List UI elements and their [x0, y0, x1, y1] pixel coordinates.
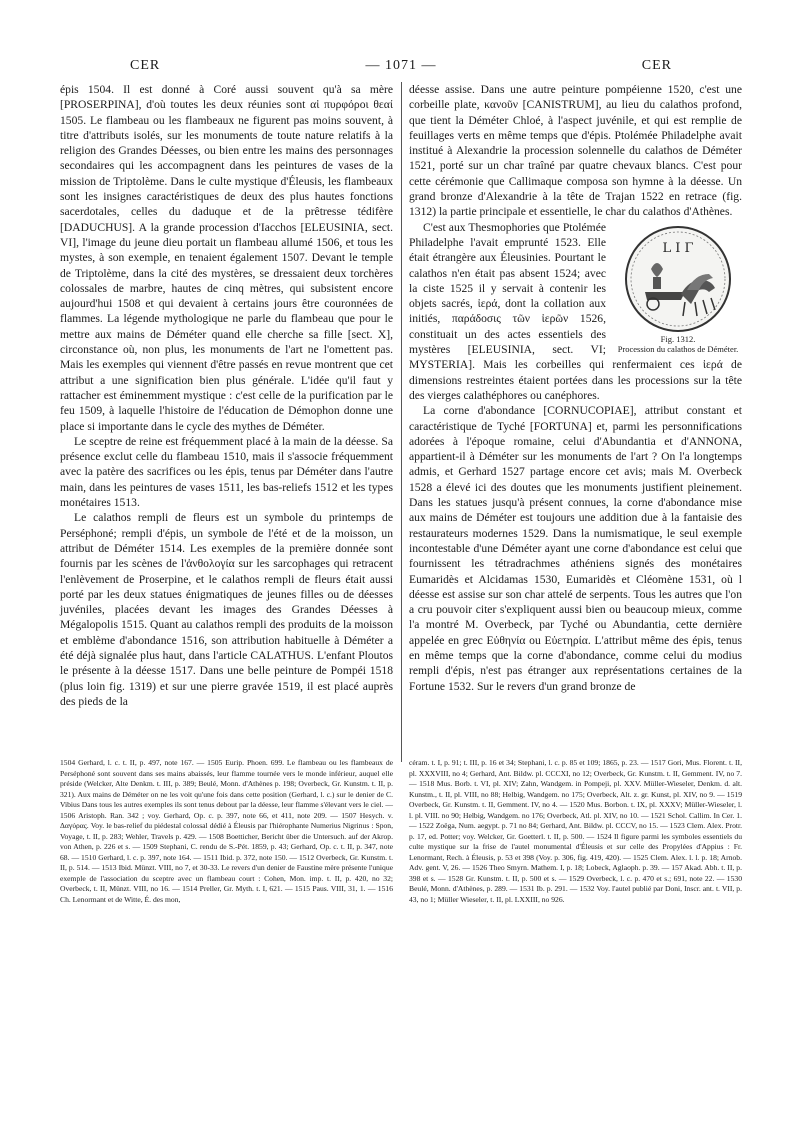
header-left: CER — [130, 58, 161, 73]
page — [60, 58, 742, 904]
paragraph: déesse assise. Dans une autre peinture pompéienne 1520, c'est une corbeille plate, κανοῦν [CANISTRUM], au lieu du calathos profond, que tient la Déméter Chloé, à l'aspect juvénile, et qui est remplie de feuillages verts en même temps que d'épis. Ptolémée Philadelphe avait institué à Alexandrie la procession solennelle du calathos de Déméter 1521, porté sur un char traîné par quatre chevaux blancs. C'est pour cette cérémonie que Callimaque composa son hymne à la déesse. Un grand bronze d'Alexandrie à la tête de Trajan 1522 en retrace (fig. 1312) la partie principale et essentielle, le char du calathos d'Athènes. — [409, 83, 742, 219]
coin-illustration — [623, 224, 733, 334]
page-number: — 1071 — — [365, 58, 437, 73]
right-column — [409, 82, 742, 694]
figure-1312 — [614, 224, 742, 354]
paragraph: La corne d'abondance [CORNUCOPIAE], attribut constant et caractéristique de Tyché [FORTUNA] et, parmi les personnifications adorées à l'époque romaine, celui d'Abundantia et d'ANNONA, appartient-il à Déméter sur les monuments de l'art ? On l'a longtemps admis, et Gerhard 1527 partage encore cet avis; mais M. Overbeck 1528 a élevé ici des doutes que les monuments justifient pleinement. Dans les statues jusqu'à présent connues, la corne d'abondance mise aux mains de Déméter est toujours une addition due à la fantaisie des restaurateurs modernes 1529. Dans la numismatique, le seul exemple incontestable d'une Déméter ayant une corne d'abondance est celui que fournissent les tétradrachmes athéniens signés des monétaires Eumaridès et Alcidamas 1530, Eumaridès et Cléomène 1531, où l déesse est assise sur son char attelé de serpents. Tous les autres que l'on a cru pouvoir citer s'expliquent aussi bien ou beaucoup mieux, comme l'a montré M. Overbeck, par Tyché ou Abundantia, cette dernière appelée en grec Εὐθηνία ou Εὐετηρία. L'attribut même des épis, tenus en même temps que la corne d'abondance, comme celui du modius rempli d'épis, n'est pas étranger aux représentations certaines de la Fortune 1532. Sur le revers d'un grand bronze de — [409, 404, 742, 693]
running-header — [60, 58, 742, 82]
footnotes-left: 1504 Gerhard, l. c. t. II, p. 497, note 167. — 1505 Eurip. Phoen. 699. Le flambeau ou les flambeaux de Perséphoné sont souvent dans ses mains abaissés, leur flamme tournée vers le monde inférieur, auquel elle préside (Welcker, Alte Denkm. t. III, p. 389; Beulé, Monn. d'Athènes p. 198; Overbeck, Gr. Kunstm. t. II, p. 321). Aux mains de Déméter on ne les voit qu'une fois dans cette position (Gerhard, l. c.) sur le denier de C. Vibius Dans tous les autres exemples ils sont tenus debout par la déesse, leur flamme s'élevant vers le ciel. — 1506 Aristoph. Ran. 342 ; voy. Gerhard, Op. c. p. 397, note 66, et 411, note 209. — 1507 Hesych. v. Δαγύρας. Voy. le bas-relief du piédestal colossal dédié à Éleusis par l'hiérophante Numerius Nigrinus : Spon, Voyage, t. II, p. 283; Wehler, Travels p. 429. — 1508 Boetticher, Bericht über die Untersuch. auf der Akrop. von Athen, p. 226 et s. — 1509 Stephani, C. rendu de S.-Pét. 1859, p. 43; Gerhard, Op. c. t. II, p. 347, note 68. — 1510 Gerhard, l. c. p. 397, note 164. — 1511 Ibid. p. 372, note 150. — 1512 Overbeck, Gr. Kunstm. t. II, p. 514. — 1513 Ibid. Münzt. VIII, no 7, et 30-33. Le revers d'un denier de Faustine mère présente l'unique exemple de l'association du sceptre avec un flambeau court : Cohen, Mon. imp. t. II, p. 420, no 32; Overbeck, t. II, Münzt. VIII, no 16. — 1514 Preller, Gr. Myth. t. I, 621. — 1515 Paus. VIII, 31, 1. — 1516 Ch. Lenormant et de Witte, É. des mon, — [60, 758, 393, 904]
header-right: CER — [641, 58, 672, 73]
paragraph: Le calathos rempli de fleurs est un symbole du printemps de Perséphoné; rempli d'épis, un symbole de l'été et de la moisson, un attribut de Déméter 1514. Les exemples de la première donnée sont fournis par les scènes de l'ἀνθολογία sur les sarcophages qui retracent l'enlèvement de Proserpine, et le calathos rempli de fleurs était aussi porté par les deux statues énigmatiques de jeunes filles ou de déesses juvéniles, placées devant les images des Grandes Déesses à Mégalopolis 1515. Quant au calathos rempli des produits de la moisson et emblème d'abondance 1516, son attribution habituelle à Déméter a été déjà signalée plus haut, dans l'article CALATHUS. L'enfant Ploutos le présente à la déesse 1517. Dans une belle peinture de Pompéi 1518 (plus loin fig. 1319) et sur une pierre gravée 1519, il est placé auprès des pieds de la — [60, 511, 393, 708]
paragraph: C'est aux Thesmophories que Ptolémée Philadelphe l'avait emprunté 1523. Elle était étrangère aux Éleusinies. Pourtant le calathos n'en était pas absent 1524; avec la ciste 1525 il y servait à contenir les objets sacrés, ἱερά, dont la collation aux initiés, παράδοσις τῶν ἱερῶν 1526, constituait un des actes essentiels des mystères [ELEUSINIA, sect. VI; MYSTERIA]. Mais les corbeilles qui renfermaient ces ἱερά de dimensions restreintes étaient portées dans les processions sur la tête des vierges calathéphores ou canéphores. — [409, 220, 742, 402]
paragraph: Le sceptre de reine est fréquemment placé à la main de la déesse. Sa présence exclut celle du flambeau 1510, mais il s'associe fréquemment avec la patère des sacrifices ou les épis, tenus par Déméter dans l'autre main, dans les peintures de vases 1511, les bas-reliefs 1512 et les types monétaires 1513. — [60, 434, 393, 510]
footnotes-right: céram. t. I, p. 91; t. III, p. 16 et 34; Stephani, l. c. p. 85 et 109; 1865, p. 23. — 1517 Gori, Mus. Florent. t. II, pl. XXXVIII, no 4; Gerhard, Ant. Bildw. pl. CCCXI, no 12; Overbeck, Gr. Kunstm. t. II, Gemment. IV, no 7. — 1518 Mus. Borb. t. VI, pl. XIV; Zahn, Wandgem. in Pompeji, pl. XXV. Müller-Wieseler, Denkm. d. alt. Kunstm., t. II, pl. VIII, no 88; Helbig, Wandgem. no 175; Overbeck, Alt. z. gr. Kunst, pl. XIV, no 9. — 1519 Overbeck, Gr. Kunstm. t. II, Gemment. IV, no 4. — 1520 Mus. Borbon. t. IX, pl. XXXV; Müller-Wieseler, l. l. pl. VIII. no 90; Helbig, Wandgem. no 176; Overbeck, Atl. pl. XIV, no 10. — 1521 Schol. Callim. In Cer. 1. — 1522 Zoëga, Num. aegypt. p. 71 no 84; Gerhard, Ant. Bildw. pl. CCCV, no 15. — 1523 Clem. Alex. Protr. p. 17, ed. Potter; voy. Welcker, Gr. Goetterl. t. II, p. 500. — 1524 Il figure parmi les symboles essentiels du culte mystique sur la frise de l'autel monumental d'Éleusis et sur celle des Propylées d'Appius : Fr. Lenormant, Rech. à Éleusis, p. 53 et 398 (Voy. p. 306, fig. 419, 420). — 1525 Clem. Alex. l. l. p. 18; Arnob. Adv. gent. V, 26. — 1526 Theo Smyrn. Mathem. I, p. 18; Lobeck, Aglaoph. p. 39. — 157 Akad. Abh. t. II, p. 398 et s. — 1528 Gr. Kunstm. t. II, p. 500 et s. — 1529 Overbeck, l. c. p. 470 et s.; 691, note 22. — 1530 Beulé, Monn. d'Athènes, p. 289. — 1531 Ib. p. 291. — 1532 Voy. l'autel publié par Doni, Inscr. ant. t. VII, p. 43, no 1; Müller Wieseler, t. II, pl. LXXIII, no 926. — [409, 758, 742, 904]
figure-caption: Procession du calathos de Déméter. — [617, 343, 739, 354]
coin-inscription: L I Γ — [662, 240, 694, 256]
column-rule — [401, 82, 402, 762]
left-column — [60, 82, 393, 709]
paragraph: épis 1504. Il est donné à Coré aussi souvent qu'à sa mère [PROSERPINA], d'où toutes les deux réunies sont αἱ πυρφόροι θεαί 1505. Le flambeau ou les flambeaux ne figurent pas moins souvent, à titre d'attributs isolés, sur les monuments de toute nature relatifs à la religion des Grandes Déesses, ou bien entre les mains des personnages secondaires qui les accompagnent dans les peintures de vases de la mission de Triptolème. Dans le culte mystique d'Éleusis, les flambeaux sont les insignes caractéristiques de deux des plus hautes fonctions sacerdotales, celles du daduque et de la prêtresse tédifère [DADUCHUS]. A la grande procession d'Iacchos [ELEUSINIA, sect. VI], l'image du jeune dieu portait un flambeau allumé 1506, et tous les mystes, à son exemple, en tenaient également 1507. Devant le temple de Triptolème, dans la cité des mystères, se dressaient deux torchères colossales de marbre, hautes de cinq mètres, qui subsistent encore aujourd'hui 1508 et qui devaient à certains jours être couronnées de flammes. La légende mythologique ne parle du flambeau que pour le mettre aux mains de Déméter quand elle cherche sa fille [sect. X], circonstance où, non plus, les monuments de l'art ne l'omettent pas. Mais les exemples qui viennent d'être passés en revue montrent que cet attribut a une signification bien plus générale. L'idée qu'il faut y rattacher est éminemment mystique : c'est celle de la purification par le feu 1509, à laquelle l'histoire de l'éducation de Démophon donne une place si importante dans le cycle des mythes de Déméter. — [60, 83, 393, 433]
figure-label: Fig. 1312. — [660, 333, 696, 344]
